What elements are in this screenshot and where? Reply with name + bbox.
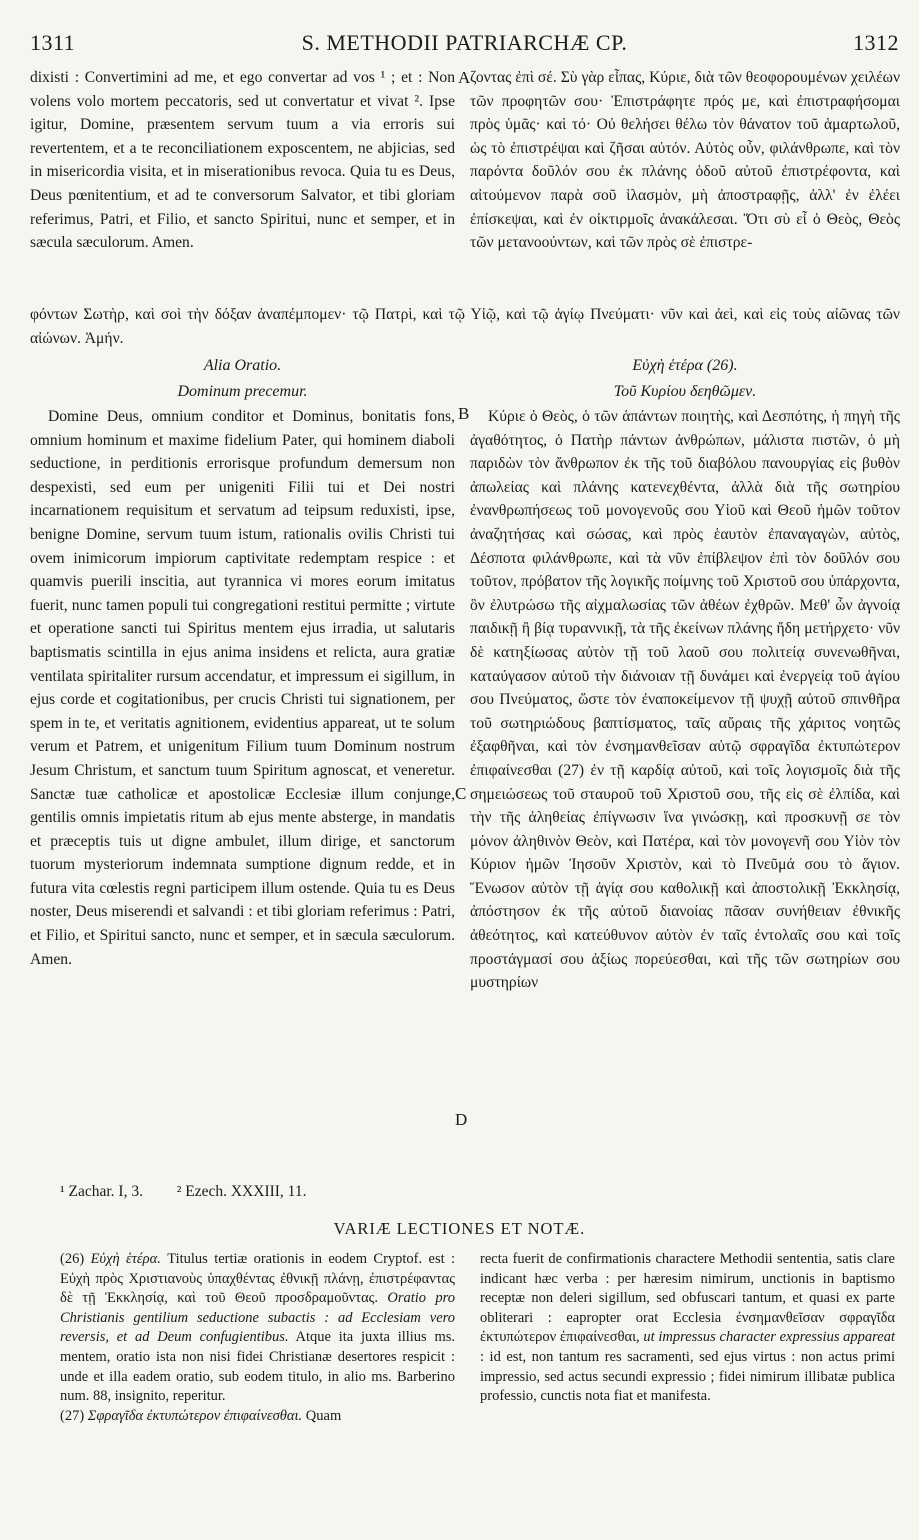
notes-left-column [60,1250,455,1426]
note-26-head: Εὐχὴ ἑτέρα. [90,1251,161,1267]
greek-oration-title: Εὐχὴ ἑτέρα (26). [632,357,738,374]
margin-letter-b: B [458,404,470,423]
footnote-1: ¹ Zachar. I, 3. [60,1183,143,1200]
note-27 [60,1407,455,1427]
margin-letter-d: D [455,1110,468,1129]
greek-column-2 [470,353,900,995]
latin-column-2 [30,353,455,971]
note-26 [60,1250,455,1407]
greek-span-line: φόντων Σωτὴρ, καὶ σοὶ τὴν δόξαν ἀναπέμπομεν· τῷ Πατρὶ, καὶ τῷ Υἱῷ, καὶ τῷ ἁγίῳ Πνεύματι· νῦν καὶ ἀεὶ, καὶ εἰς τοὺς αἰῶνας τῶν αἰώνων. Ἀμήν. [30,306,900,347]
footnotes [60,1183,306,1201]
note-27-label: (27) [60,1407,85,1424]
latin-oration-title: Alia Oratio. [203,357,282,374]
note-27-start: Quam [305,1407,342,1424]
margin-letter-c: C [455,784,467,803]
note-27-continued-1: recta fuerit de confirmationis charactere Methodii sententia, satis clare indicant hæc verba : per hæresim nimirum, unctionis in baptismo receptæ non deleri sigillum, sed obfuscari tantum, et quasi ex parte obliterari : eapropter orat Ecclesia ἐνσημανθεῖσαν σφραγῖδα ἐκτυπώτερον ἐπιφαίνεσθαι, [480,1251,895,1346]
running-title: S. METHODII PATRIARCHÆ CP. [301,30,628,55]
latin-text-1: dixisti : Convertimini ad me, et ego convertar ad vos ¹ ; et : Non volens volo mortem peccatoris, sed ut convertatur et vivat ². Ipse igitur, Domine, præsentem servum tuum a via erroris sui revertentem, et a te reconciliationem exposcentem, ne abjicias, sed in misericordia visita, et in miserationibus revoca. Quia tu es Deus, Deus pœnitentium, et ad te conversorum Salvator, et tibi gloriam referimus, Patri, et Filio, et sancto Spiritui, nunc et semper, et in sæcula sæculorum. Amen. [30,69,455,252]
page-number-left: 1311 [30,30,76,55]
greek-text-2: Κύριε ὁ Θεὸς, ὁ τῶν ἁπάντων ποιητὴς, καὶ Δεσπότης, ἡ πηγὴ τῆς ἀγαθότητος, ὁ Πατὴρ πάντων ἀνθρώπων, μάλιστα πιστῶν, ὁ μὴ παριδὼν τὸν ἄνθρωπον ἐκ τῆς τοῦ διαβόλου πανουργίας εἰς βυθὸν ἀπωλείας καὶ πλάνης κατενεχθέντα, ἀλλὰ διὰ τῆς σωτηρίου ἐνανθρωπήσεως τοῦ μονογενοῦς σου Υἱοῦ καὶ Θεοῦ ἡμῶν τοῦτον ἀναζητήσας καὶ σώσας, καὶ πρὸς ἑαυτὸν ἐπαναγαγὼν, αὐτὸς, Δέσποτα φιλάνθρωπε, καὶ τὰ νῦν ἐπίβλεψον ἐπὶ τὸν δοῦλόν σου τοῦτον, πρόβατον τῆς λογικῆς ποίμνης τοῦ Χριστοῦ σου ὑπάρχοντα, ὃν ἐλυτρώσω τῆς αἰχμαλωσίας τῶν ἀθέων ἐχθρῶν. Μεθ' ὧν ἀγνοίᾳ παιδικῇ ἢ βίᾳ τυραννικῇ, τὰ τῆς ἐκείνων πλάνης ἤδη μετήρχετο· νῦν δὲ κατηξίωσας αὐτὸν τῇ τοῦ λαοῦ σου πολιτείᾳ συνενωθῆναι, καταύγασον αὐτοῦ τὴν διάνοιαν τῇ δυνάμει καὶ ἐνεργείᾳ τοῦ ἁγίου σου Πνεύματος, ὥστε τὸν ἐναποκείμενον τῇ ψυχῇ αὐτοῦ σπινθῆρα τοῦ σωτηριώδους βαπτίσματος, ταῖς αὔραις τῆς χάριτος νοητῶς ἐξαφθῆναι, καὶ τὸν ἐνσημανθεῖσαν αὐτῷ σφραγῖδα ἐκτυπώτερον ἐπιφαίνεσθαι (27) ἐν τῇ καρδίᾳ αὐτοῦ, καὶ τοῖς λογισμοῖς διὰ τῆς σημειώσεως τοῦ σταυροῦ τοῦ Χριστοῦ σου, τῆς εἰς σὲ ἐλπίδα, καὶ τὴν τῆς ἀληθείας ἐπίγνωσιν ἵνα γινώσκῃ, καὶ προσκυνῇ σε τὸν μόνον ἀληθινὸν Θεὸν, καὶ Πατέρα, καὶ τὸν μονογενῆ σου Υἱὸν τὸν Κύριον ἡμῶν Ἰησοῦν Χριστὸν, καὶ τὸ Πνεῦμά σου τὸ ἅγιον. Ἕνωσον αὐτὸν τῇ ἁγίᾳ σου καθολικῇ καὶ ἀποστολικῇ Ἐκκλησίᾳ, ἀπόστησον ἐκ τῆς αὐτοῦ διανοίας πᾶσαν συνήθειαν ἐθνικῆς ἀθεότητος, καὶ κατεύθυνον αὐτὸν ἐν ταῖς ἐντολαῖς σου καὶ τοῖς προστάγμασί σου ἀξίως πορεύεσθαι, καὶ τῆς τῶν σωτηρίων σου μυστηρίων [470,408,900,992]
note-27-continued-2: : id est, non tantum res sacramenti, sed ejus virtus : non actus primi impressio, sed actus secundi expressio ; fidei nimirum illibatæ publica professio, cunctis nota fiat et manifesta. [480,1348,895,1405]
page-number-right: 1312 [853,30,899,55]
note-27-head: Σφραγῖδα ἐκτυπώτερον ἐπιφαίνεσθαι. [87,1407,303,1424]
note-26-rest: Atque ita juxta illius ms. mentem, oratio ista non nisi fidei Christianæ desertores respicit : unde et illa eadem oratio, sub eodem titulo, in alio ms. Barberino num. 88, insignito, reperitur. [60,1329,455,1405]
note-26-label: (26) [60,1251,85,1267]
footnote-2: ² Ezech. XXXIII, 11. [176,1183,307,1200]
latin-text-2: Domine Deus, omnium conditor et Dominus, bonitatis fons, omnium hominum et maxime fidelium Pater, qui hominem diaboli seductione, in perditionis errorisque profundum demersum non despexisti, sed eum per unigeniti Filii tui et Dei nostri incarnationem requisitum et servatum ad teipsum reduxisti, ipse, benigne Domine, servum tuum istum, rationalis ovilis Christi tui ovem inimicorum impiorum captivitate redemptam respice : et quamvis puerili inscitia, aut tyrannica vi mores eorum imitatus fuerit, nunc tamen populi tui congregationi restitui permitte ; virtute et operatione sancti tui Spiritus mentem ejus irradia, ut salutaris baptismatis scintilla in ejus anima insidens et relicta, aura gratiæ ventilata spiritaliter rursum accendatur, et impressum ei sigillum, in ejus corde et cogitationibus, per crucis Christi tui signationem, per spem in te, et veritatis agnitionem, evidentius appareat, ut te solum verum et Patrem, et unigenitum Filium tuum Dominum nostrum Jesum Christum, et sanctum tuum Spiritum agnoscat, et veneretur. Sanctæ tuæ catholicæ et apostolicæ Ecclesiæ illum conjunge, gentilis omnis impietatis ritum ab ejus mente absterge, in mandatis et præceptis tuis ut digne ambulet, illum dirige, et sanctorum tuorum mysteriorum indemnata sumptione dignum redde, et in futura vita cœlestis regni participem illum ostende. Quia tu es Deus noster, Deus miserendi et salvandi : et tibi gloriam referimus : Patri, et Filio, et Spiritui sancto, nunc et semper, et in sæcula sæculorum. Amen. [30,408,455,968]
latin-oration-subtitle: Dominum precemur. [177,383,308,400]
note-27-italic: ut impressus character expressius appareat [643,1329,896,1346]
greek-text-1: ζοντας ἐπὶ σέ. Σὺ γὰρ εἶπας, Κύριε, διὰ τῶν θεοφορουμένων χειλέων τῶν προφητῶν σου· Ἐπιστράφητε πρός με, καὶ ἐπιστραφήσομαι πρὸς ὑμᾶς· καὶ τό· Οὐ θελήσει θέλω τὸν θάνατον τοῦ ἁμαρτωλοῦ, ὡς τὸ ἐπιστρέψαι καὶ ζῆσαι αὐτόν. Αὐτὸς οὖν, φιλάνθρωπε, καὶ τὸν παρόντα δοῦλόν σου ἐκ πλάνης ὁδοῦ αὐτοῦ ἐπιστρέφοντα, καὶ αἰτούμενον παρὰ σοῦ ἱλασμὸν, μὴ ἀποστραφῇς, ἀλλ' ἐν ἐλέει ἐπίσκεψαι, καὶ ἐν οἰκτιρμοῖς ἀνακάλεσαι. Ὅτι σὺ εἶ ὁ Θεὸς, Θεὸς τῶν μετανοούντων, καὶ τῶν πρὸς σὲ ἐπιστρε- [470,69,900,252]
page-header [30,30,899,60]
notes-heading: VARIÆ LECTIONES ET NOTÆ. [333,1219,586,1238]
margin-letter-a: A [458,68,471,87]
note-26-italic: Oratio pro Christianis gentilium seductione subactis : ad Ecclesiam vero reversis, et ad Deum confugientibus. [60,1290,455,1346]
notes-right-column [480,1250,895,1407]
note-26-text: Titulus tertiæ orationis in eodem Cryptof. est : Εὐχὴ πρὸς Χριστιανοὺς ὑπαχθέντας ἐθνικῇ πλάνῃ, ἐπιστρέφαντας δὲ τῇ Ἐκκλησίᾳ, καὶ τοῦ Θεοῦ προσδραμοῦντας. [60,1251,456,1307]
greek-oration-subtitle: Τοῦ Κυρίου δεηθῶμεν. [613,383,757,400]
